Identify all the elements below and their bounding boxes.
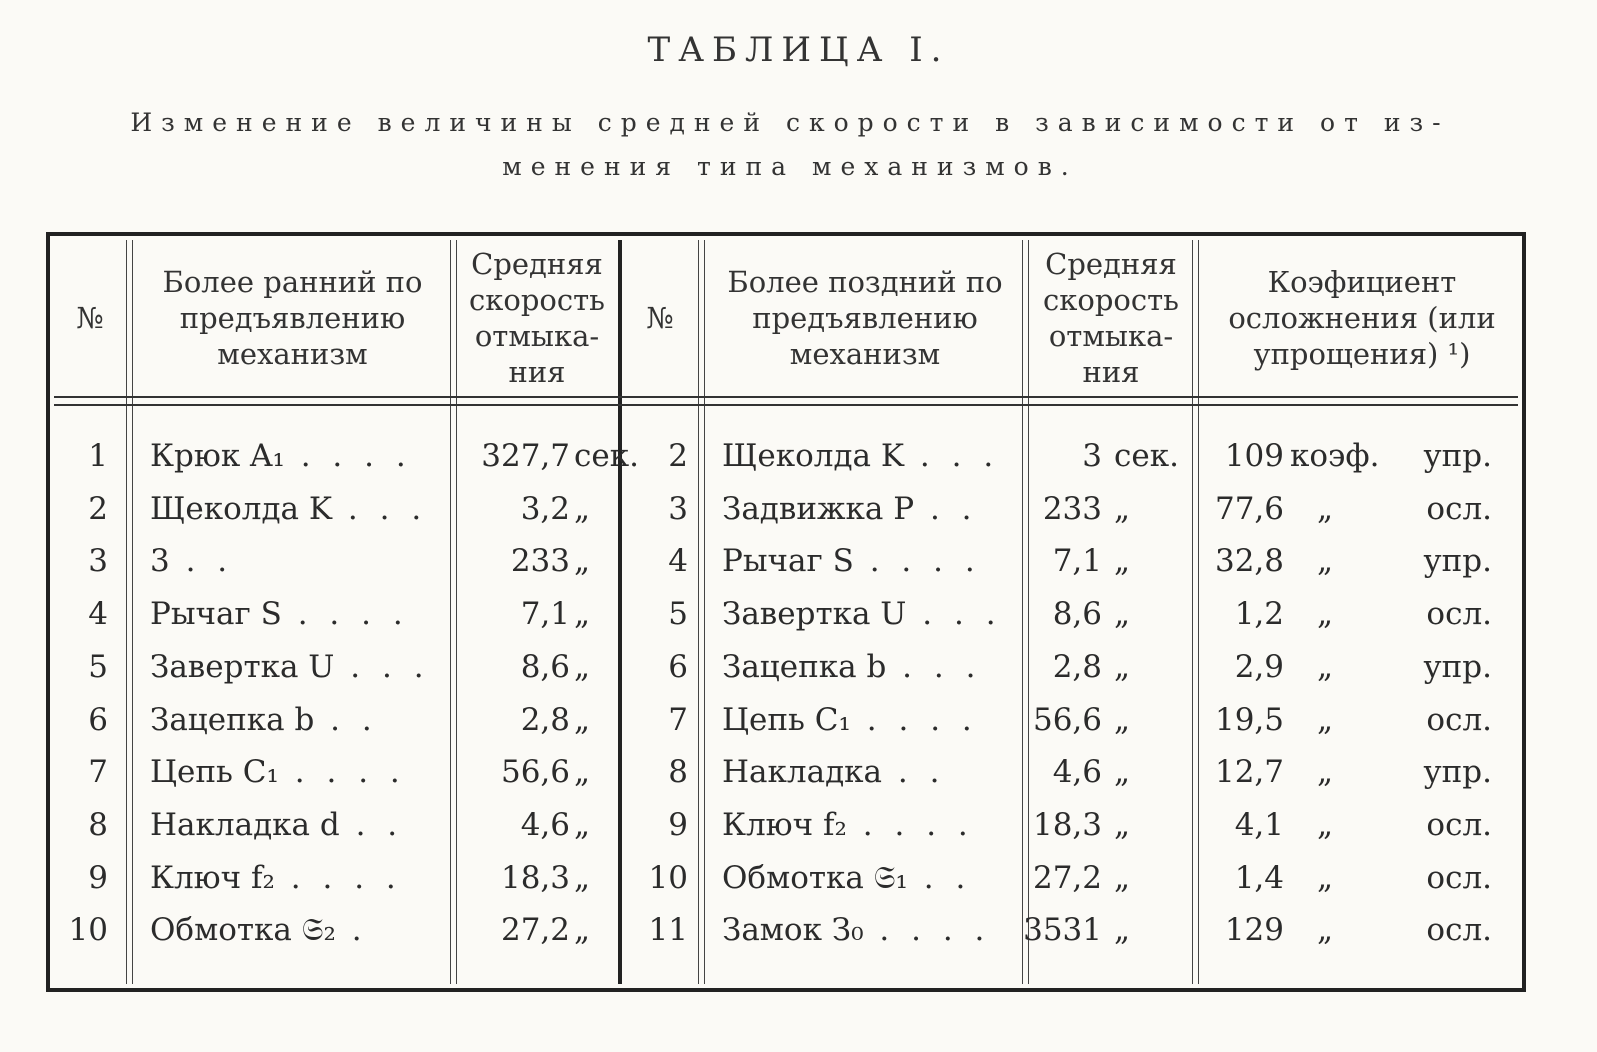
table-cell-s1: 27,2: [500, 912, 570, 949]
leader-dots: . .: [314, 701, 378, 738]
mechanism-name: Рычаг S: [150, 596, 282, 633]
table-cell-s1: 56,6: [500, 754, 570, 791]
table-cell-name2: [722, 858, 1022, 898]
leader-dots: . . .: [904, 438, 1000, 474]
mechanism-name: Зацепка b: [150, 701, 315, 738]
table-cell-n2: 6: [668, 648, 688, 685]
leader-dots: . . .: [906, 596, 1002, 633]
table-cell-n1: 2: [88, 490, 108, 527]
table-cell-u2: „: [1114, 859, 1131, 896]
table-cell-name1: [150, 436, 450, 476]
table-cell-name2: [722, 805, 1022, 845]
table-cell-u1: сек.: [574, 438, 639, 474]
mechanism-name: Накладка: [722, 754, 883, 791]
leader-dots: . . . .: [853, 543, 981, 580]
table-cell-name1: [150, 858, 450, 898]
leader-dots: . . . .: [850, 701, 978, 738]
table-cell-c: 109: [1224, 438, 1284, 474]
table-cell-cu: коэф.: [1290, 438, 1380, 474]
header-speed-2: Средняя скорость отмыка-ния: [1043, 247, 1179, 389]
table-cell-u1: „: [574, 859, 591, 896]
data-table: [46, 232, 1526, 992]
table-cell-u2: „: [1114, 754, 1131, 791]
table-cell-cu: „: [1316, 490, 1334, 527]
table-cell-c: 32,8: [1214, 543, 1284, 580]
leader-dots: . .: [339, 806, 404, 843]
mechanism-name: 3: [150, 543, 170, 580]
table-cell-u2: „: [1114, 701, 1131, 738]
leader-dots: . . .: [334, 648, 430, 685]
table-cell-s2: 18,3: [1032, 806, 1102, 843]
col-rule: [704, 240, 705, 984]
table-cell-name2: [722, 752, 1022, 792]
table-cell-cu: „: [1316, 806, 1334, 843]
leader-dots: . .: [914, 490, 978, 527]
table-cell-u1: „: [574, 490, 591, 527]
table-cell-s1: 8,6: [520, 648, 570, 685]
mechanism-name: Зацепка b: [722, 648, 887, 685]
header-earlier-mechanism: Более ранний по предъявлению механизм: [162, 265, 423, 371]
table-cell-name1: [150, 489, 450, 529]
table-cell-s1: 3,2: [520, 490, 570, 527]
table-cell-s2: 27,2: [1032, 859, 1102, 896]
header-rule: [54, 396, 1518, 398]
mechanism-name: Замок З₀: [722, 912, 864, 949]
table-cell-cu: „: [1316, 754, 1334, 791]
table-cell-n2: 5: [668, 596, 688, 633]
table-cell-c: 4,1: [1234, 806, 1284, 843]
table-cell-s2: 56,6: [1032, 701, 1102, 738]
col-rule: [698, 240, 699, 984]
mechanism-name: Ключ f₂: [150, 859, 275, 896]
table-cell-name1: [150, 805, 450, 845]
header-rule: [54, 404, 1518, 406]
table-cell-u1: „: [574, 806, 591, 843]
mechanism-name: Обмотка 𝔖₂: [150, 912, 336, 949]
table-cell-name1: [150, 594, 450, 634]
table-cell-c: 19,5: [1214, 701, 1284, 738]
table-cell-u1: „: [574, 912, 591, 949]
table-cell-cu: „: [1316, 596, 1334, 633]
table-cell-s2: 2,8: [1052, 648, 1102, 685]
leader-dots: . . . .: [284, 438, 412, 474]
table-cell-s1: 4,6: [520, 806, 570, 843]
leader-dots: . . . .: [278, 754, 406, 791]
table-cell-u2: „: [1114, 648, 1131, 685]
table-cell-k: упр.: [1423, 438, 1492, 474]
mechanism-name: Задвижка P: [722, 490, 915, 527]
table-cell-u1: „: [574, 596, 591, 633]
mechanism-name: Завертка U: [150, 648, 335, 685]
table-cell-k: осл.: [1426, 490, 1492, 527]
table-cell-s2: 8,6: [1052, 596, 1102, 633]
table-cell-k: осл.: [1426, 859, 1492, 896]
mechanism-name: Цепь C₁: [150, 754, 279, 791]
subtitle-line-1: Изменение величины средней скорости в зависимости от из-: [130, 108, 1450, 137]
header-num-1: №: [76, 301, 104, 335]
table-cell-name2: [722, 436, 1022, 476]
table-cell-n1: 5: [88, 648, 108, 685]
table-cell-n1: 4: [88, 596, 108, 633]
table-cell-k: осл.: [1426, 701, 1492, 738]
table-cell-n2: 10: [648, 859, 688, 896]
leader-dots: . .: [907, 859, 972, 896]
table-cell-k: упр.: [1423, 543, 1492, 580]
table-cell-name1: [150, 647, 450, 687]
table-cell-u2: „: [1114, 543, 1131, 580]
table-cell-name1: [150, 700, 450, 740]
table-cell-s2: 7,1: [1052, 543, 1102, 580]
table-cell-u2: „: [1114, 912, 1131, 949]
mechanism-name: Крюк A₁: [150, 438, 285, 474]
table-cell-s2: 233: [1042, 490, 1102, 527]
header-later-mechanism: Более поздний по предъявлению механизм: [727, 265, 1003, 371]
table-cell-n2: 7: [668, 701, 688, 738]
leader-dots: .: [335, 912, 368, 949]
leader-dots: . . .: [332, 490, 428, 527]
table-cell-name1: [150, 752, 450, 792]
table-cell-name2: [722, 541, 1022, 581]
table-cell-n2: 4: [668, 543, 688, 580]
col-rule: [450, 240, 451, 984]
table-cell-name2: [722, 594, 1022, 634]
table-cell-name2: [722, 700, 1022, 740]
table-cell-n1: 7: [88, 754, 108, 791]
table-cell-n2: 2: [668, 438, 688, 474]
table-cell-s2: 4,6: [1052, 754, 1102, 791]
table-cell-cu: „: [1316, 912, 1334, 949]
table-cell-n2: 9: [668, 806, 688, 843]
table-cell-k: осл.: [1426, 912, 1492, 949]
header-coefficient: Коэфициент осложнения (или упрощения) ¹): [1228, 265, 1496, 371]
table-cell-c: 129: [1224, 912, 1284, 949]
table-cell-n1: 10: [68, 912, 108, 949]
table-cell-u2: „: [1114, 596, 1131, 633]
table-cell-n1: 9: [88, 859, 108, 896]
table-cell-s1: 7,1: [520, 596, 570, 633]
header-speed-1: Средняя скорость отмыка-ния: [469, 247, 605, 389]
table-cell-name2: [722, 647, 1022, 687]
table-cell-s1: 2,8: [520, 701, 570, 738]
table-cell-u1: „: [574, 701, 591, 738]
mechanism-name: Завертка U: [722, 596, 907, 633]
table-cell-n2: 3: [668, 490, 688, 527]
table-cell-u2: „: [1114, 490, 1131, 527]
mechanism-name: Ключ f₂: [722, 806, 847, 843]
leader-dots: . . . .: [274, 859, 402, 896]
table-cell-k: упр.: [1423, 648, 1492, 685]
table-cell-n1: 3: [88, 543, 108, 580]
leader-dots: . .: [882, 754, 946, 791]
table-cell-cu: „: [1316, 701, 1334, 738]
table-cell-k: упр.: [1423, 754, 1492, 791]
mechanism-name: Цепь C₁: [722, 701, 851, 738]
mechanism-name: Накладка d: [150, 806, 340, 843]
table-cell-n1: 8: [88, 806, 108, 843]
col-rule: [132, 240, 133, 984]
table-cell-u2: „: [1114, 806, 1131, 843]
table-cell-c: 12,7: [1214, 754, 1284, 791]
subtitle-line-2: менения типа механизмов.: [502, 152, 1078, 181]
table-cell-cu: „: [1316, 543, 1334, 580]
table-cell-c: 2,9: [1234, 648, 1284, 685]
table-cell-name2: [722, 910, 1022, 950]
mechanism-name: Рычаг S: [722, 543, 854, 580]
leader-dots: . . . .: [281, 596, 409, 633]
mechanism-name: Щеколда K: [722, 438, 905, 474]
table-cell-u1: „: [574, 543, 591, 580]
leader-dots: . . . .: [863, 912, 991, 949]
table-cell-k: осл.: [1426, 806, 1492, 843]
table-cell-c: 1,2: [1234, 596, 1284, 633]
leader-dots: . .: [169, 543, 234, 580]
table-cell-name2: [722, 489, 1022, 529]
table-cell-name1: [150, 910, 450, 950]
table-cell-s2: 3531: [1023, 912, 1102, 949]
leader-dots: . . . .: [846, 806, 974, 843]
table-cell-c: 77,6: [1214, 490, 1284, 527]
table-cell-cu: „: [1316, 648, 1334, 685]
table-cell-u1: „: [574, 754, 591, 791]
table-cell-cu: „: [1316, 859, 1334, 896]
table-cell-name1: [150, 541, 450, 581]
table-cell-n2: 11: [648, 912, 688, 949]
col-rule: [456, 240, 457, 984]
mechanism-name: Обмотка 𝔖₁: [722, 859, 908, 896]
mechanism-name: Щеколда K: [150, 490, 333, 527]
table-cell-s2: 3: [1082, 438, 1102, 474]
table-cell-s1: 233: [510, 543, 570, 580]
header-num-2: №: [646, 301, 674, 335]
table-cell-n1: 6: [88, 701, 108, 738]
table-cell-u2: сек.: [1114, 438, 1179, 474]
leader-dots: . . .: [886, 648, 982, 685]
page-title: ТАБЛИЦА I.: [647, 30, 950, 70]
table-cell-k: осл.: [1426, 596, 1492, 633]
col-rule: [126, 240, 127, 984]
table-cell-s1: 327,7: [481, 438, 570, 474]
table-cell-s1: 18,3: [500, 859, 570, 896]
table-cell-n1: 1: [88, 438, 108, 474]
table-cell-c: 1,4: [1234, 859, 1284, 896]
table-cell-u1: „: [574, 648, 591, 685]
table-cell-n2: 8: [668, 754, 688, 791]
